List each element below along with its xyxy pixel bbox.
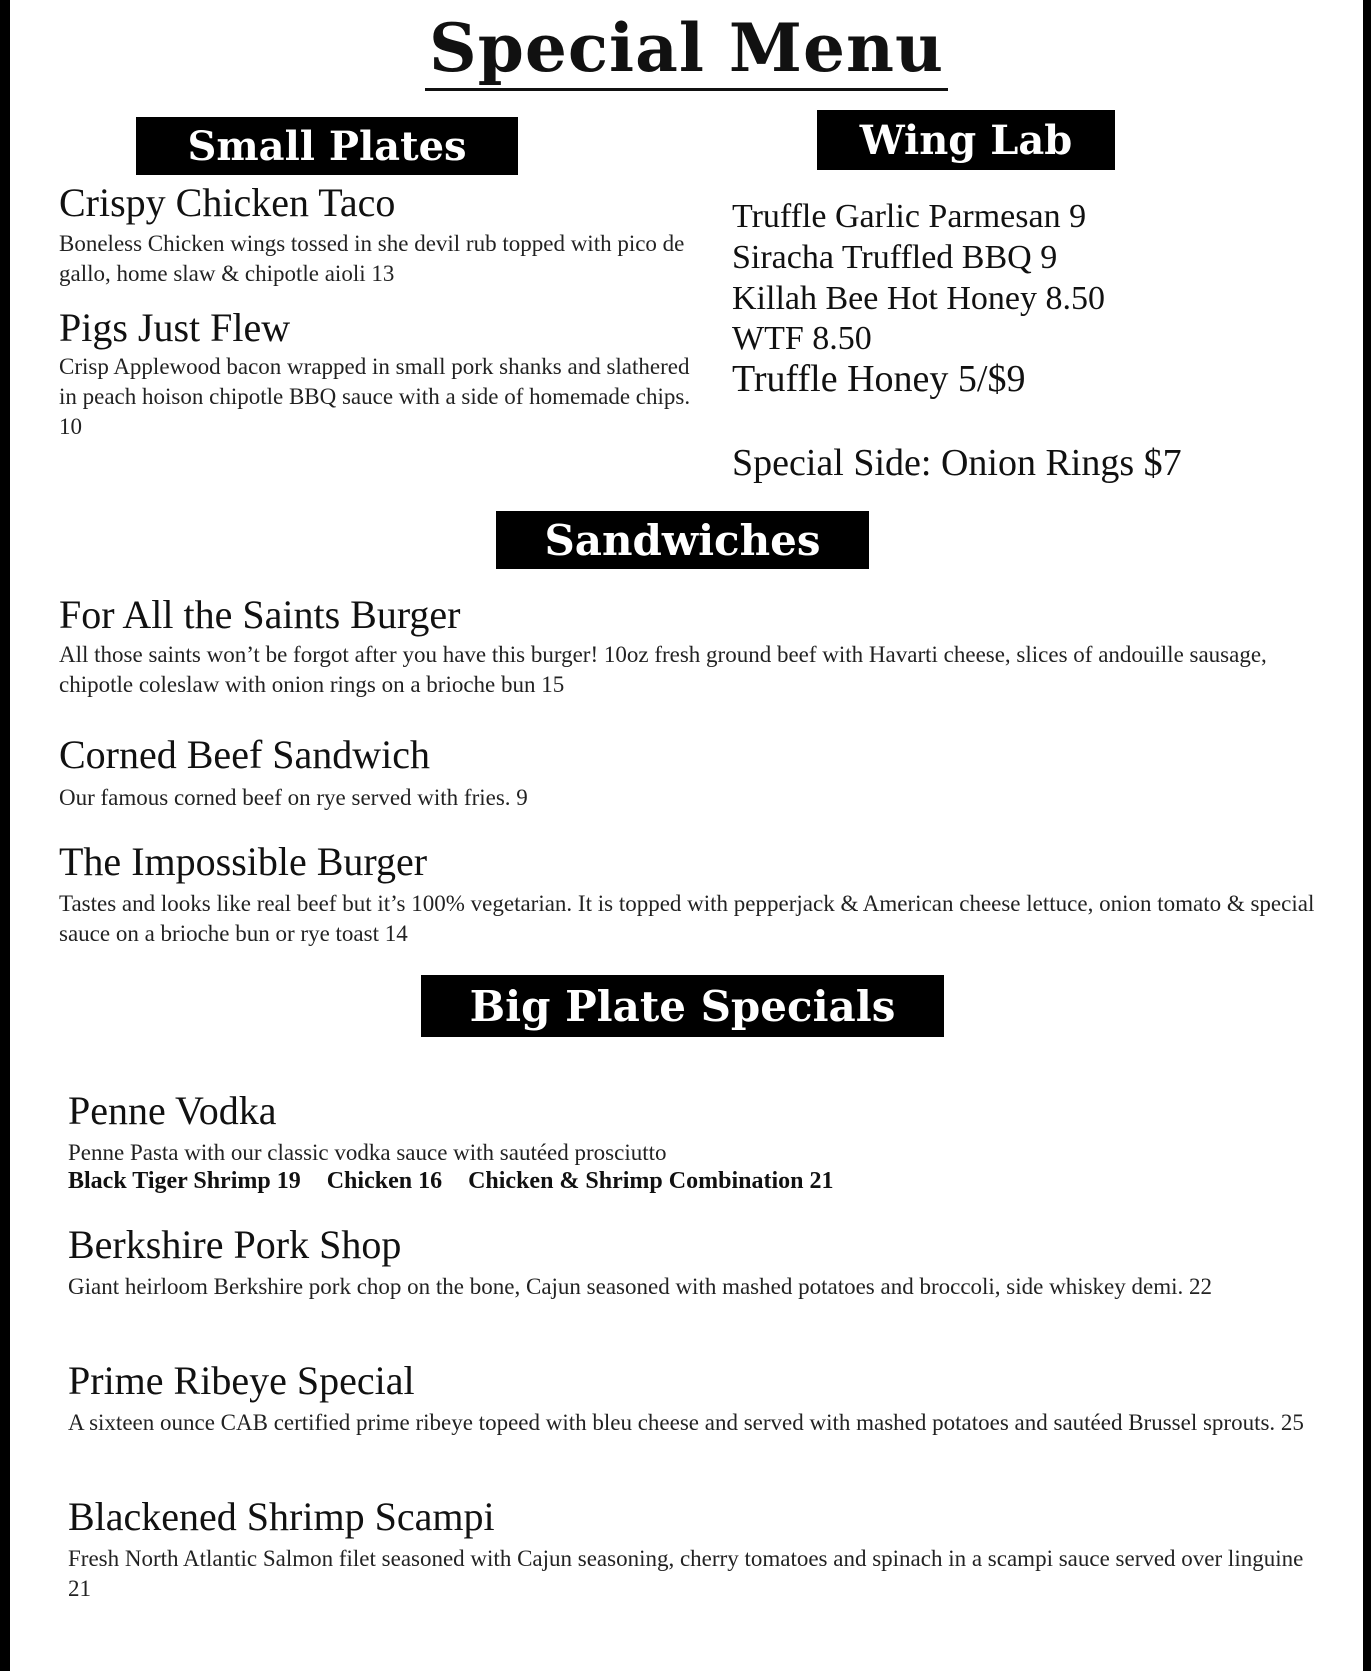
item-name: Pigs Just Flew	[59, 305, 291, 350]
wing-flavor-name: Truffle Garlic Parmesan	[732, 198, 1061, 235]
item-name: Penne Vodka	[68, 1088, 277, 1133]
wing-flavor-name: Killah Bee Hot Honey	[732, 280, 1037, 317]
wing-flavor-price: 9	[1040, 239, 1058, 276]
menu-title: Special Menu	[10, 8, 1363, 91]
option-chicken-shrimp-combination: Chicken & Shrimp Combination 21	[468, 1168, 834, 1194]
item-name: Blackened Shrimp Scampi	[68, 1494, 495, 1539]
small-plates-heading: Small Plates	[136, 117, 518, 175]
wing-flavor-name: WTF	[732, 320, 804, 357]
special-side: Special Side: Onion Rings $7	[732, 442, 1182, 484]
big-plate-specials-heading: Big Plate Specials	[421, 975, 944, 1037]
wing-flavor-item	[732, 279, 1105, 319]
item-description: A sixteen ounce CAB certified prime ribeye topeed with bleu cheese and served with mashed potatoes and sautéed Brussel sprouts. 25	[68, 1410, 1304, 1435]
wing-flavor-price: 8.50	[812, 320, 872, 357]
wing-flavor-price: 9	[1069, 198, 1087, 235]
wing-flavor-item	[732, 359, 1025, 399]
menu-page	[10, 0, 1363, 1671]
option-black-tiger-shrimp: Black Tiger Shrimp 19	[68, 1168, 301, 1194]
item-description: All those saints won’t be forgot after you have this burger! 10oz fresh ground beef with Havarti cheese, slices of andouille sausage, chipotle coleslaw with onion rings on a brioche bun 15	[59, 642, 1267, 697]
item-name: The Impossible Burger	[59, 839, 428, 884]
wing-flavor-name: Truffle Honey	[732, 358, 949, 400]
item-description: Fresh North Atlantic Salmon filet seasoned with Cajun seasoning, cherry tomatoes and spinach in a scampi sauce served over linguine 21	[68, 1546, 1304, 1601]
item-name: Prime Ribeye Special	[68, 1358, 415, 1403]
wing-flavor-name: Siracha Truffled BBQ	[732, 239, 1032, 276]
wing-flavor-item	[732, 319, 872, 359]
item-description: Tastes and looks like real beef but it’s 100% vegetarian. It is topped with pepperjack & American cheese lettuce, onion tomato & special sauce on a brioche bun or rye toast 14	[59, 891, 1315, 946]
item-name: For All the Saints Burger	[59, 592, 461, 637]
option-chicken: Chicken 16	[326, 1168, 443, 1194]
item-name: Crispy Chicken Taco	[59, 180, 396, 225]
item-description: Our famous corned beef on rye served with fries. 9	[59, 785, 528, 810]
wing-flavor-item	[732, 238, 1057, 278]
wing-flavor-price: 8.50	[1045, 280, 1105, 317]
item-description: Crisp Applewood bacon wrapped in small pork shanks and slathered in peach hoison chipotle BBQ sauce with a side of homemade chips. 10	[59, 354, 691, 439]
sandwiches-heading: Sandwiches	[496, 511, 869, 569]
wing-flavor-price: 5/$9	[957, 358, 1026, 400]
wing-lab-heading: Wing Lab	[817, 110, 1115, 170]
item-description: Giant heirloom Berkshire pork chop on the bone, Cajun seasoned with mashed potatoes and broccoli, side whiskey demi. 22	[68, 1274, 1213, 1299]
item-options	[68, 1166, 853, 1196]
wing-flavor-item	[732, 197, 1086, 237]
item-name: Corned Beef Sandwich	[59, 732, 431, 777]
item-name: Berkshire Pork Shop	[68, 1222, 402, 1267]
item-description: Penne Pasta with our classic vodka sauce with sautéed prosciutto	[68, 1140, 667, 1165]
item-description: Boneless Chicken wings tossed in she devil rub topped with pico de gallo, home slaw & chipotle aioli 13	[59, 231, 685, 286]
